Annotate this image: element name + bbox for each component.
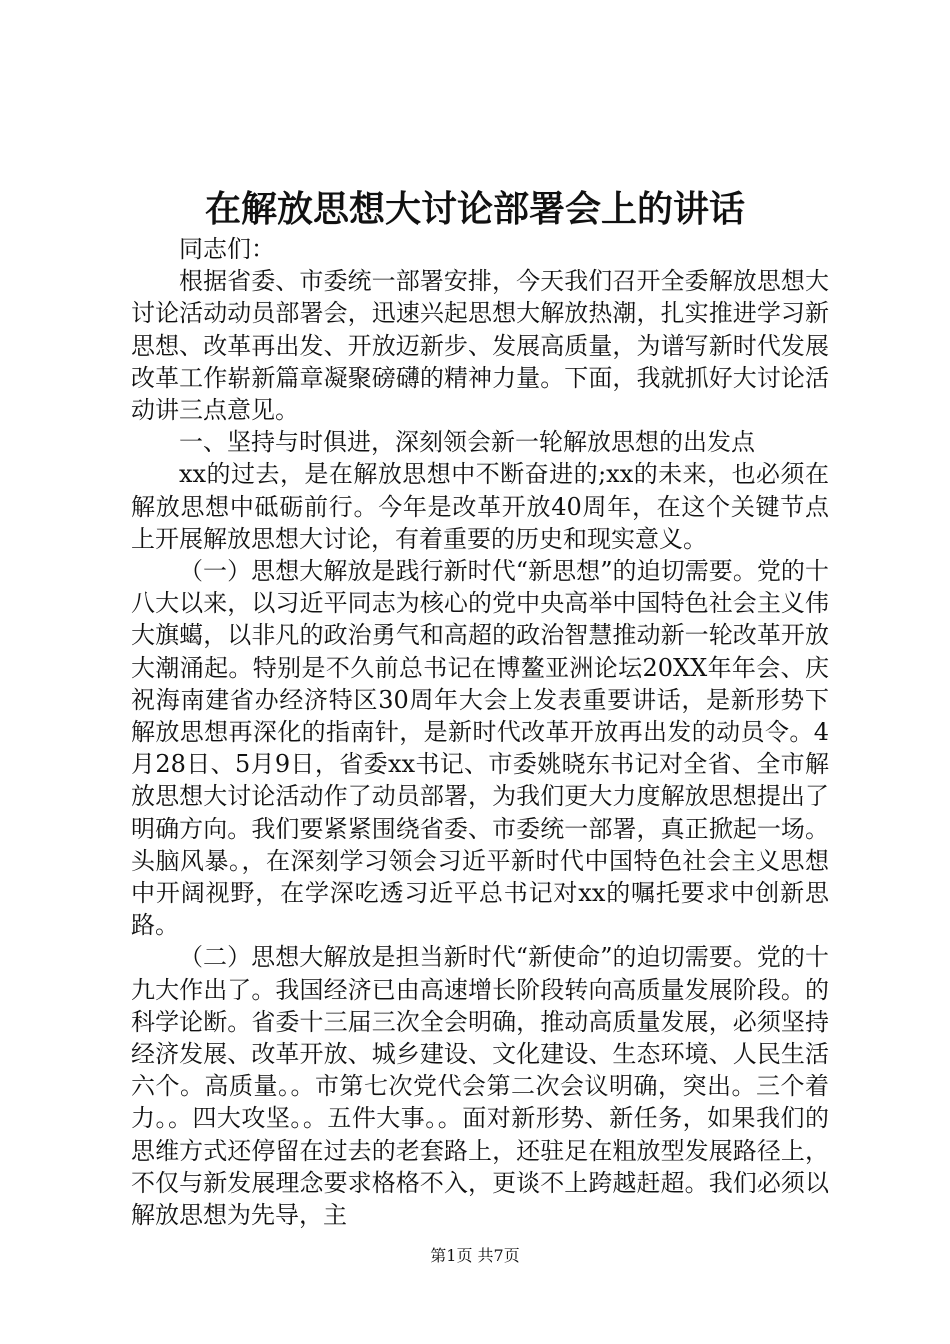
body-paragraph: （一）思想大解放是践行新时代“新思想”的迫切需要。党的十八大以来，以习近平同志为核心的党中央高举中国特色社会主义伟大旗䗶，以非凡的政治勇气和高超的政治智慧推动新一轮改革开放大潮涌起。特别是不久前总书记在博鳌亚洲论坛20XX年年会、庆祝海南建省办经济特区30周年大会上发表重要讲话，是新形势下解放思想再深化的指南针，是新时代改革开放再出发的动员令。4月28日、5月9日，省委xx书记、市委姚晓东书记对全省、全市解放思想大讨论活动作了动员部署，为我们更大力度解放思想提出了明确方向。我们要紧紧围绕省委、市委统一部署，真正掀起一场。头脑风暴。，在深刻学习领会习近平新时代中国特色社会主义思想中开阔视野，在学深吃透习近平总书记对xx的嘱托要求中创新思路。 (131, 557, 829, 940)
body-paragraph: （二）思想大解放是担当新时代“新使命”的迫切需要。党的十九大作出了。我国经济已由高速增长阶段转向高质量发展阶段。的科学论断。省委十三届三次全会明确，推动高质量发展，必须坚持经济发展、改革开放、城乡建设、文化建设、生态环境、人民生活六个。高质量。。市第七次党代会第二次会议明确，突出。三个着力。。四大攻坚。。五件大事。。面对新形势、新任务，如果我们的思维方式还停留在过去的老套路上，还驻足在粗放型发展路径上，不仅与新发展理念要求格格不入，更谈不上跨越赶超。我们必须以解放思想为先导，主 (131, 943, 829, 1230)
section-heading-1: 一、坚持与时俱进，深刻领会新一轮解放思想的出发点 (179, 428, 755, 457)
intro-paragraph: 根据省委、市委统一部署安排，今天我们召开全委解放思想大讨论活动动员部署会，迅速兴起思想大解放热潮，扎实推进学习新思想、改革再出发、开放迈新步、发展高质量，为谱写新时代发展改革工作崭新篇章凝聚磅礴的精神力量。下面，我就抓好大讨论活动讲三点意见。 (131, 267, 829, 425)
document-body (131, 233, 829, 1231)
page-number-footer: 第1页 共7页 (430, 1246, 520, 1265)
body-paragraph: xx的过去，是在解放思想中不断奋进的;xx的未来，也必须在解放思想中砥砺前行。今年是改革开放40周年，在这个关键节点上开展解放思想大讨论，有着重要的历史和现实意义。 (131, 460, 829, 553)
greeting-paragraph: 同志们： (179, 235, 275, 263)
document-title: 在解放思想大讨论部署会上的讲话 (204, 188, 745, 230)
